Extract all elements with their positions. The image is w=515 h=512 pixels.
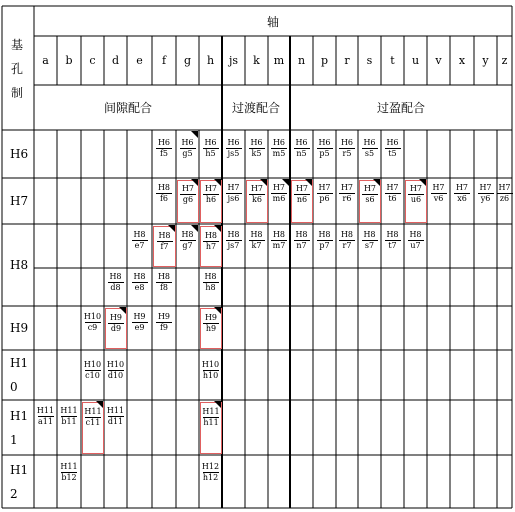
fit-shaft-tolerance: m6 [272, 194, 286, 203]
fit-cell-H6-r5 [336, 138, 358, 158]
hole-row-label-part: H1 [10, 408, 29, 423]
shaft-letter-d: d [111, 54, 120, 67]
fit-cell-H8-h7 [200, 226, 222, 267]
shaft-letter-p: p [320, 54, 329, 67]
fit-hole-tolerance: H8 [250, 230, 263, 239]
fit-cell-H6-n5 [290, 138, 313, 158]
fit-cell-H7-m6 [268, 183, 290, 203]
hole-row-label [2, 306, 33, 350]
hole-basis-char-3: 制 [10, 85, 23, 100]
preferred-fit-marker-icon [191, 225, 198, 232]
fit-shaft-tolerance: a11 [38, 417, 53, 426]
fit-cell-H10-c10 [81, 360, 104, 380]
fit-hole-tolerance: H7 [272, 183, 286, 192]
fit-cell-H9-f9 [152, 312, 176, 332]
fit-shaft-tolerance: m7 [272, 241, 286, 250]
fit-shaft-tolerance: c11 [85, 418, 101, 427]
fit-cell-H9-d9 [105, 308, 127, 349]
hole-row-label [2, 224, 33, 306]
fit-shaft-tolerance: g5 [182, 149, 193, 158]
fit-shaft-tolerance: s5 [364, 149, 375, 158]
fit-hole-tolerance: H6 [204, 138, 217, 147]
fit-cell-H9-h9 [200, 308, 222, 349]
fit-shaft-tolerance: h8 [205, 283, 216, 292]
fit-cell-H8-r7 [336, 230, 358, 250]
preferred-fit-marker-icon [168, 225, 175, 232]
preferred-fit-marker-icon [419, 179, 426, 186]
fit-cell-H6-f5 [152, 138, 176, 158]
fit-cell-H8-e7 [127, 230, 152, 250]
fit-hole-tolerance: H6 [318, 138, 331, 147]
fit-hole-tolerance: H8 [133, 272, 146, 281]
hole-row-label-part: H7 [10, 194, 29, 208]
shaft-letter-h: h [206, 54, 215, 67]
shaft-letter-js: js [228, 54, 239, 67]
shaft-letter-v: v [435, 54, 442, 67]
preferred-fit-marker-icon [305, 179, 312, 186]
fit-cell-H8-h8 [199, 272, 222, 292]
fit-shaft-tolerance: s6 [365, 195, 375, 204]
hole-row-label [2, 350, 33, 400]
hole-row-label [2, 455, 33, 508]
fit-cell-H6-js5 [222, 138, 245, 158]
fit-cell-H8-f8 [152, 272, 176, 292]
fit-cell-H10-d10 [104, 360, 127, 380]
hole-basis-char-2: 孔 [10, 61, 23, 76]
shaft-letter-a: a [42, 54, 49, 67]
fit-cell-H11-b11 [57, 406, 81, 426]
preferred-fit-marker-icon [260, 179, 267, 186]
shaft-letter-y: y [482, 54, 489, 67]
shaft-letter-c: c [89, 54, 96, 67]
fit-hole-tolerance: H9 [133, 312, 146, 321]
shaft-letter-m: m [273, 54, 285, 67]
fit-cell-H7-u6 [405, 180, 427, 223]
fit-hole-tolerance: H8 [109, 272, 122, 281]
fit-cell-H7-g6 [177, 180, 199, 223]
shaft-letter-e: e [136, 54, 143, 67]
fit-hole-tolerance: H7 [204, 184, 218, 193]
fit-shaft-tolerance: p6 [319, 194, 330, 203]
shaft-letter-f: f [161, 54, 167, 67]
fit-shaft-tolerance: t5 [388, 149, 397, 158]
fit-hole-tolerance: H7 [432, 183, 445, 192]
fit-shaft-tolerance: js5 [227, 149, 240, 158]
fit-cell-H8-p7 [313, 230, 336, 250]
fit-hole-tolerance: H8 [295, 230, 308, 239]
fit-hole-tolerance: H9 [204, 313, 218, 322]
hole-row-label [2, 178, 33, 224]
fit-cell-H6-p5 [313, 138, 336, 158]
fit-hole-tolerance: H7 [479, 183, 492, 192]
fit-cell-H11-a11 [34, 406, 57, 426]
fit-shaft-tolerance: b11 [61, 417, 77, 426]
fit-shaft-tolerance: e9 [134, 323, 145, 332]
fit-cell-H8-s7 [358, 230, 381, 250]
fit-cell-H8-f7 [153, 226, 176, 267]
fit-hole-tolerance: H6 [250, 138, 263, 147]
shaft-letter-g: g [183, 54, 192, 67]
preferred-fit-marker-icon [119, 307, 126, 314]
fit-cell-H11-b12 [57, 462, 81, 482]
fit-hole-tolerance: H9 [157, 312, 171, 321]
fit-shaft-tolerance: h5 [205, 149, 216, 158]
fit-hole-tolerance: H6 [386, 138, 399, 147]
preferred-fit-marker-icon [373, 179, 380, 186]
fit-shaft-tolerance: p7 [319, 241, 330, 250]
fit-hole-tolerance: H10 [83, 360, 102, 369]
fit-cell-H10-c9 [81, 312, 104, 332]
fit-cell-H8-f6 [152, 183, 176, 203]
fit-cell-H8-e8 [127, 272, 152, 292]
fit-hole-tolerance: H12 [201, 462, 220, 471]
preferred-fit-marker-icon [214, 307, 221, 314]
fit-hole-tolerance: H7 [455, 183, 469, 192]
fit-shaft-tolerance: h10 [202, 371, 219, 380]
fit-shaft-tolerance: h9 [205, 324, 217, 333]
fit-shaft-tolerance: js6 [227, 194, 240, 203]
fit-shaft-tolerance: b12 [61, 473, 77, 482]
shaft-axis-title: 轴 [266, 14, 279, 29]
fit-hole-tolerance: H7 [498, 183, 511, 192]
fit-hole-tolerance: H11 [60, 462, 78, 471]
fit-hole-tolerance: H8 [133, 230, 146, 239]
fit-shaft-tolerance: k7 [251, 241, 262, 250]
fit-shaft-tolerance: d9 [110, 324, 122, 333]
fit-shaft-tolerance: f5 [159, 149, 169, 158]
fit-shaft-tolerance: r7 [342, 241, 352, 250]
fit-shaft-tolerance: g6 [182, 195, 194, 204]
fit-shaft-tolerance: n5 [296, 149, 307, 158]
preferred-fit-marker-icon [96, 401, 103, 408]
fit-cell-H6-g5 [176, 138, 199, 158]
preferred-fit-marker-icon [214, 401, 221, 408]
fit-cell-H6-h5 [199, 138, 222, 158]
fit-hole-tolerance: H8 [363, 230, 376, 239]
fit-hole-tolerance: H10 [106, 360, 125, 369]
fit-hole-tolerance: H6 [295, 138, 308, 147]
hole-row-label-part: H1 [10, 356, 29, 370]
shaft-letter-t: t [390, 54, 395, 67]
fit-cell-H7-p6 [313, 183, 336, 203]
shaft-letter-s: s [366, 54, 373, 67]
fit-cell-H8-m7 [268, 230, 290, 250]
fit-shaft-tolerance: h11 [203, 418, 219, 427]
fit-shaft-tolerance: s7 [364, 241, 375, 250]
shaft-letter-k: k [253, 54, 260, 67]
hole-row-label-part: 2 [10, 486, 18, 501]
fit-cell-H7-t6 [381, 183, 404, 203]
fit-cell-H8-g7 [176, 230, 199, 250]
fit-hole-tolerance: H8 [181, 230, 194, 239]
fit-cell-H8-js7 [222, 230, 245, 250]
fit-shaft-tolerance: u6 [410, 195, 422, 204]
fit-hole-tolerance: H7 [363, 184, 377, 193]
fit-cell-H6-s5 [358, 138, 381, 158]
fit-cell-H12-h12 [199, 462, 222, 482]
group-interference-fit: 过盈配合 [376, 101, 425, 115]
fit-cell-H7-s6 [359, 180, 381, 223]
hole-row-label-part: H1 [10, 462, 29, 477]
fit-shaft-tolerance: r6 [342, 194, 352, 203]
fit-hole-tolerance: H7 [386, 183, 399, 192]
fit-shaft-tolerance: t6 [388, 194, 397, 203]
group-transition-fit: 过渡配合 [231, 101, 280, 115]
fit-hole-tolerance: H8 [318, 230, 331, 239]
fit-hole-tolerance: H8 [157, 183, 171, 192]
fit-shaft-tolerance: u7 [410, 241, 421, 250]
fit-cell-H7-x6 [450, 183, 474, 203]
fit-hole-tolerance: H7 [227, 183, 240, 192]
fit-cell-H8-u7 [404, 230, 427, 250]
fit-shaft-tolerance: f7 [160, 242, 169, 251]
fit-shaft-tolerance: d11 [107, 417, 124, 426]
hole-row-label-part: H6 [10, 147, 29, 161]
fit-shaft-tolerance: k6 [252, 195, 262, 204]
fit-shaft-tolerance: d8 [110, 283, 121, 292]
preferred-fit-marker-icon [191, 179, 198, 186]
fit-shaft-tolerance: h12 [202, 473, 219, 482]
fit-shaft-tolerance: r5 [342, 149, 352, 158]
fit-hole-tolerance: H7 [340, 183, 354, 192]
shaft-letter-r: r [344, 54, 350, 67]
fit-shaft-tolerance: g7 [182, 241, 193, 250]
preferred-fit-marker-icon [214, 179, 221, 186]
fit-hole-tolerance: H8 [157, 272, 171, 281]
fit-hole-tolerance: H7 [295, 184, 309, 193]
fit-shaft-tolerance: f6 [159, 194, 169, 203]
fit-cell-H11-d11 [104, 406, 127, 426]
shaft-letter-n: n [297, 54, 306, 67]
shaft-letter-x: x [458, 54, 466, 67]
fit-cell-H6-t5 [381, 138, 404, 158]
fit-shaft-tolerance: n6 [296, 195, 308, 204]
fit-hole-tolerance: H11 [106, 406, 125, 415]
fit-hole-tolerance: H11 [202, 407, 220, 416]
fit-shaft-tolerance: t7 [388, 241, 397, 250]
fit-shaft-tolerance: d10 [107, 371, 124, 380]
fit-cell-H8-k7 [245, 230, 268, 250]
hole-basis-char-1: 基 [10, 37, 23, 52]
shaft-letter-b: b [65, 54, 73, 67]
fit-cell-H7-r6 [336, 183, 358, 203]
fit-cell-H8-t7 [381, 230, 404, 250]
fit-hole-tolerance: H6 [363, 138, 376, 147]
fit-shaft-tolerance: m5 [272, 149, 286, 158]
fit-cell-H7-js6 [222, 183, 245, 203]
fit-hole-tolerance: H8 [204, 231, 218, 240]
fit-shaft-tolerance: f9 [159, 323, 169, 332]
fit-hole-tolerance: H9 [109, 313, 123, 322]
fit-hole-tolerance: H7 [318, 183, 331, 192]
fit-hole-tolerance: H6 [272, 138, 286, 147]
fit-shaft-tolerance: y6 [480, 194, 491, 203]
fit-cell-H9-e9 [127, 312, 152, 332]
fit-shaft-tolerance: h6 [205, 195, 217, 204]
fit-cell-H11-c11 [82, 402, 104, 454]
hole-row-label-part: 1 [10, 432, 18, 447]
fit-shaft-tolerance: e7 [134, 241, 145, 250]
fit-cell-H6-k5 [245, 138, 268, 158]
hole-row-label-part: H9 [10, 321, 29, 335]
fit-shaft-tolerance: e8 [134, 283, 145, 292]
hole-row-label [2, 130, 33, 178]
shaft-letter-u: u [411, 54, 420, 67]
fit-shaft-tolerance: c9 [87, 323, 98, 332]
fit-cell-H8-n7 [290, 230, 313, 250]
fit-cell-H7-v6 [427, 183, 450, 203]
fit-hole-tolerance: H8 [272, 230, 286, 239]
fit-cell-H6-m5 [268, 138, 290, 158]
fit-shaft-tolerance: f8 [159, 283, 169, 292]
fit-hole-tolerance: H6 [227, 138, 240, 147]
fit-hole-tolerance: H8 [204, 272, 217, 281]
fit-cell-H7-k6 [246, 180, 268, 223]
fit-cell-H7-h6 [200, 180, 222, 223]
fit-shaft-tolerance: z6 [499, 194, 510, 203]
fit-shaft-tolerance: c10 [85, 371, 100, 380]
fit-hole-tolerance: H6 [157, 138, 171, 147]
fit-cell-H7-z6 [497, 183, 512, 203]
fit-cell-H10-h10 [199, 360, 222, 380]
fit-hole-tolerance: H7 [409, 184, 423, 193]
shaft-letter-z: z [501, 54, 508, 67]
fit-hole-tolerance: H6 [181, 138, 194, 147]
fit-cell-H7-n6 [291, 180, 313, 223]
fit-hole-tolerance: H8 [227, 230, 240, 239]
fit-shaft-tolerance: n7 [296, 241, 307, 250]
hole-row-label-part: H8 [10, 258, 29, 272]
fit-cell-H8-d8 [104, 272, 127, 292]
fit-shaft-tolerance: x6 [457, 194, 467, 203]
fit-hole-tolerance: H11 [36, 406, 55, 415]
fit-cell-H11-h11 [200, 402, 222, 454]
fit-hole-tolerance: H8 [158, 231, 171, 240]
fit-shaft-tolerance: p5 [319, 149, 330, 158]
fit-hole-tolerance: H8 [340, 230, 354, 239]
fit-hole-tolerance: H11 [84, 407, 102, 416]
fit-cell-H7-y6 [474, 183, 497, 203]
fit-shaft-tolerance: k5 [251, 149, 262, 158]
group-clearance-fit: 间隙配合 [103, 101, 152, 115]
preferred-fit-marker-icon [191, 131, 198, 138]
fit-hole-tolerance: H8 [386, 230, 399, 239]
fit-shaft-tolerance: v6 [433, 194, 444, 203]
fit-hole-tolerance: H6 [340, 138, 354, 147]
fit-hole-tolerance: H8 [409, 230, 422, 239]
hole-row-label [2, 400, 33, 455]
hole-row-label-part: 0 [10, 380, 18, 394]
fit-shaft-tolerance: h7 [205, 242, 217, 251]
fit-hole-tolerance: H7 [181, 184, 195, 193]
hole-basis-title [2, 6, 32, 131]
fit-hole-tolerance: H7 [250, 184, 264, 193]
fit-hole-tolerance: H10 [83, 312, 102, 321]
fit-hole-tolerance: H11 [60, 406, 78, 415]
fit-shaft-tolerance: js7 [227, 241, 240, 250]
preferred-fit-marker-icon [214, 225, 221, 232]
preferred-fit-marker-icon [282, 179, 289, 186]
fit-hole-tolerance: H10 [201, 360, 220, 369]
